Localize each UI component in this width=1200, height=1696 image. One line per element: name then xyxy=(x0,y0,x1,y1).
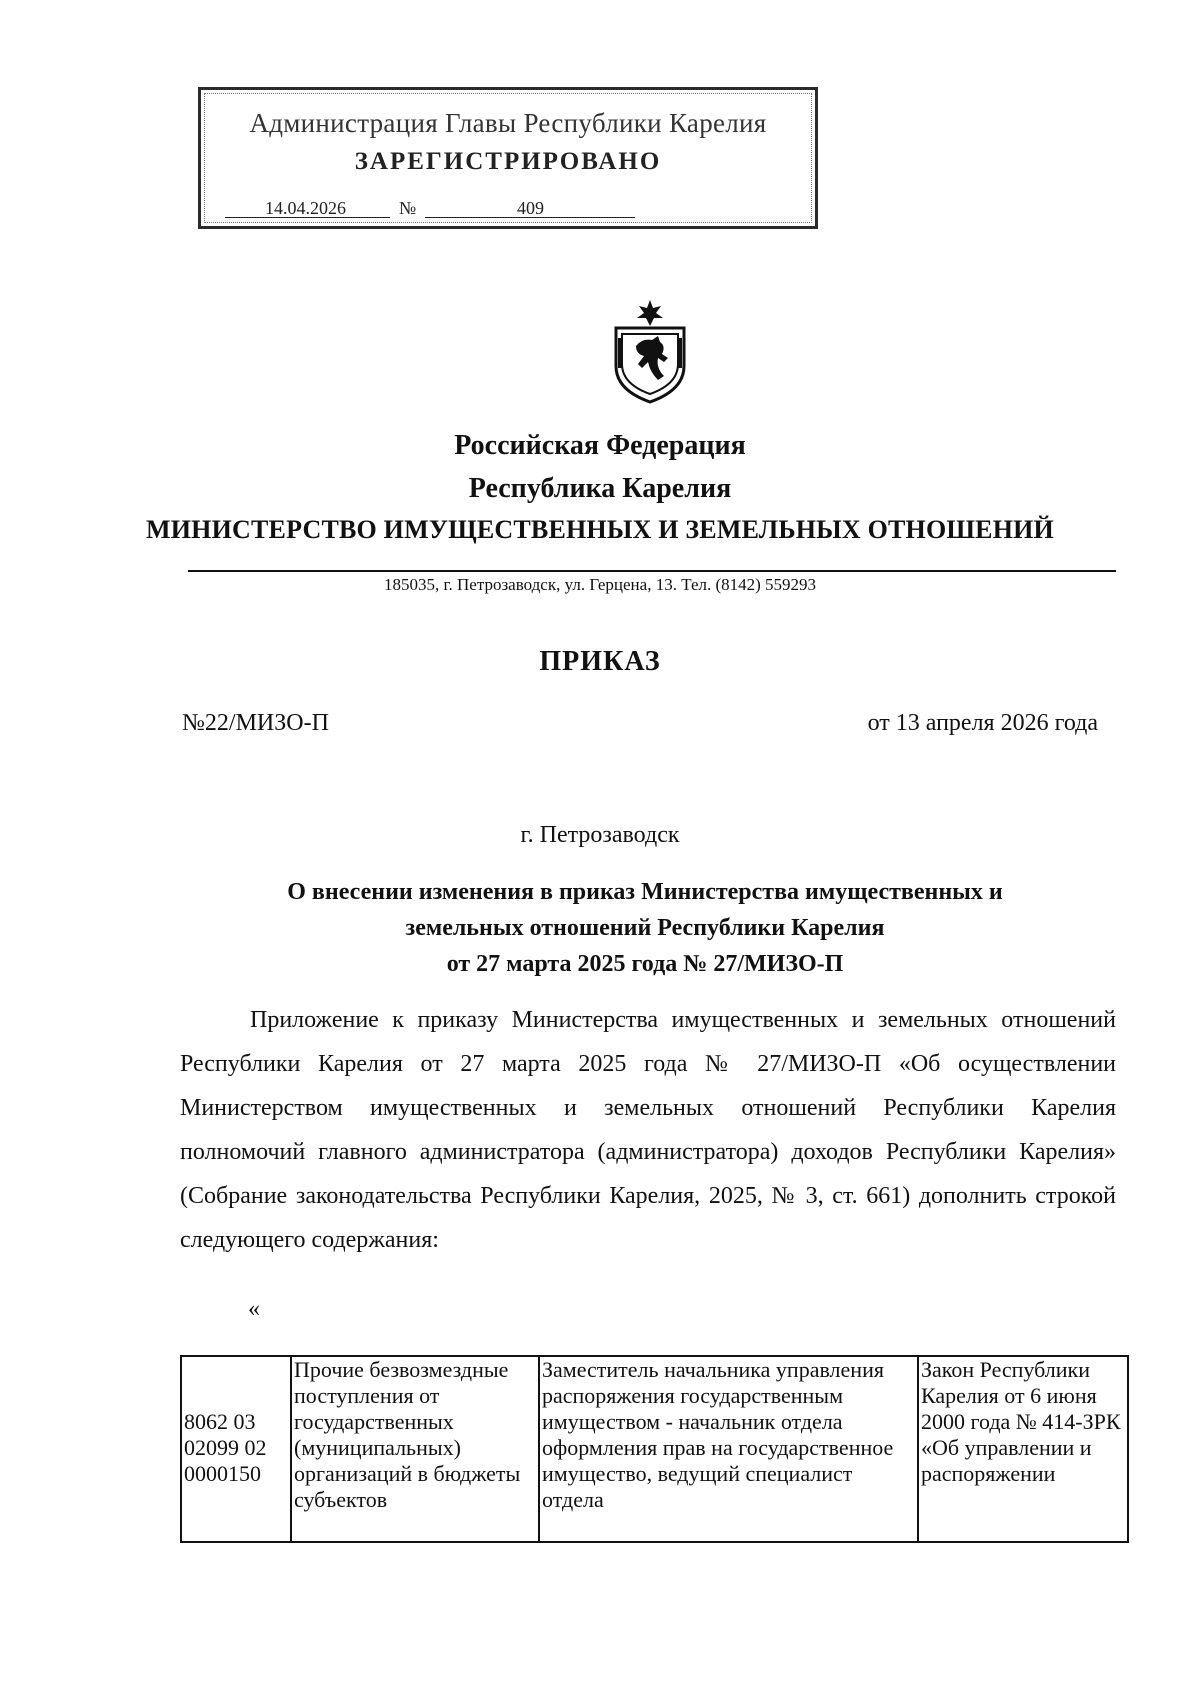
income-code: 8062 03 02099 02 0000150 xyxy=(184,1409,267,1486)
order-number: №22/МИЗО-П xyxy=(182,710,329,736)
stamp-number-label: № xyxy=(399,198,417,218)
stamp-registration-row xyxy=(225,198,645,222)
table-cell-basis xyxy=(918,1356,1128,1542)
registration-stamp xyxy=(198,87,818,229)
karelia-coat-of-arms-icon xyxy=(606,298,694,406)
header-divider xyxy=(188,570,1116,572)
responsible-official: Заместитель начальника управления распоряжения государственным имуществом - начальник отдела оформления прав на государственное имущество, ведущий специалист отдела xyxy=(542,1357,894,1512)
header-address: 185035, г. Петрозаводск, ул. Герцена, 13. Тел. (8142) 559293 xyxy=(383,575,817,594)
document-title-line: О внесении изменения в приказ Министерства имущественных и xyxy=(287,879,1003,905)
order-date: от 13 апреля 2026 года xyxy=(867,710,1098,736)
income-name: Прочие безвозмездные поступления от государственных (муниципальных) организаций в бюджеты субъектов xyxy=(294,1357,521,1512)
stamp-organization: Администрация Главы Республики Карелия xyxy=(249,108,767,138)
document-body xyxy=(180,998,1116,1262)
legal-basis: Закон Республики Карелия от 6 июня 2000 года № 414-ЗРК «Об управлении и распоряжении xyxy=(921,1357,1121,1486)
document-title xyxy=(180,874,1110,982)
table-row xyxy=(181,1356,1128,1542)
table-cell-code xyxy=(181,1356,291,1542)
stamp-date: 14.04.2026 xyxy=(265,198,346,218)
table-cell-income xyxy=(291,1356,539,1542)
header-ministry: МИНИСТЕРСТВО ИМУЩЕСТВЕННЫХ И ЗЕМЕЛЬНЫХ ОТНОШЕНИЙ xyxy=(146,515,1054,544)
document-type: ПРИКАЗ xyxy=(539,646,661,677)
income-table xyxy=(180,1355,1129,1543)
stamp-number: 409 xyxy=(517,198,544,218)
header-republic: Республика Карелия xyxy=(468,473,732,504)
document-body-text: Приложение к приказу Министерства имущественных и земельных отношений Республики Карелия от 27 марта 2025 года № 27/МИЗО-П «Об осуществлении Министерством имущественных и земельных отношений Республики Карелия полномочий главного администратора (администратора) доходов Республики Карелия» (Собрание законодательства Республики Карелия, 2025, № 3, ст. 661) дополнить строкой следующего содержания: xyxy=(180,1007,1116,1253)
document-city: г. Петрозаводск xyxy=(520,822,680,848)
header-country: Российская Федерация xyxy=(454,430,746,461)
quote-open-mark: « xyxy=(248,1296,260,1322)
stamp-status: ЗАРЕГИСТРИРОВАНО xyxy=(354,148,662,175)
table-cell-responsible xyxy=(539,1356,918,1542)
document-title-line: земельных отношений Республики Карелия xyxy=(405,915,885,941)
document-title-line: от 27 марта 2025 года № 27/МИЗО-П xyxy=(446,951,844,977)
